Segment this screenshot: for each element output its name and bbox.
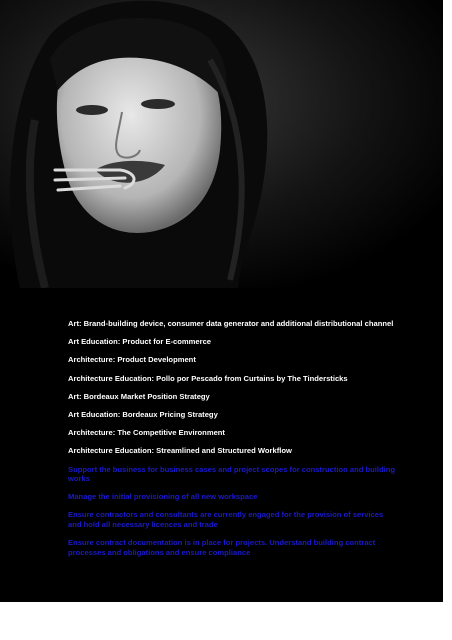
heading-line: Architecture Education: Pollo por Pescado from Curtains by The Tindersticks — [68, 373, 348, 383]
portrait-photo — [0, 0, 443, 288]
duty-line: Ensure contractors and consultants are currently engaged for the provision of services and hold all necessary licences and trade — [68, 510, 384, 530]
duty-line: Manage the initial provisioning of all new workspace — [68, 492, 258, 502]
heading-line: Art: Brand-building device, consumer data generator and additional distributional channel — [68, 319, 394, 328]
portrait-illustration — [0, 0, 443, 288]
heading-line: Architecture: The Competitive Environment — [68, 428, 225, 438]
duty-line: Support the business for business cases and project scopes for construction and building works — [68, 464, 396, 484]
heading-line: Art Education: Product for E-commerce — [68, 337, 212, 347]
heading-line: Architecture Education: Streamlined and Structured Workflow — [68, 446, 292, 456]
heading-line: Architecture: Product Development — [68, 355, 196, 365]
heading-line: Art Education: Bordeaux Pricing Strategy — [68, 409, 218, 419]
content-lines — [68, 319, 398, 566]
duty-line: Ensure contract documentation is in place for projects. Understand building contract processes and obligations and ensure compliance — [68, 538, 376, 557]
heading-line: Art: Bordeaux Market Position Strategy — [68, 391, 210, 401]
